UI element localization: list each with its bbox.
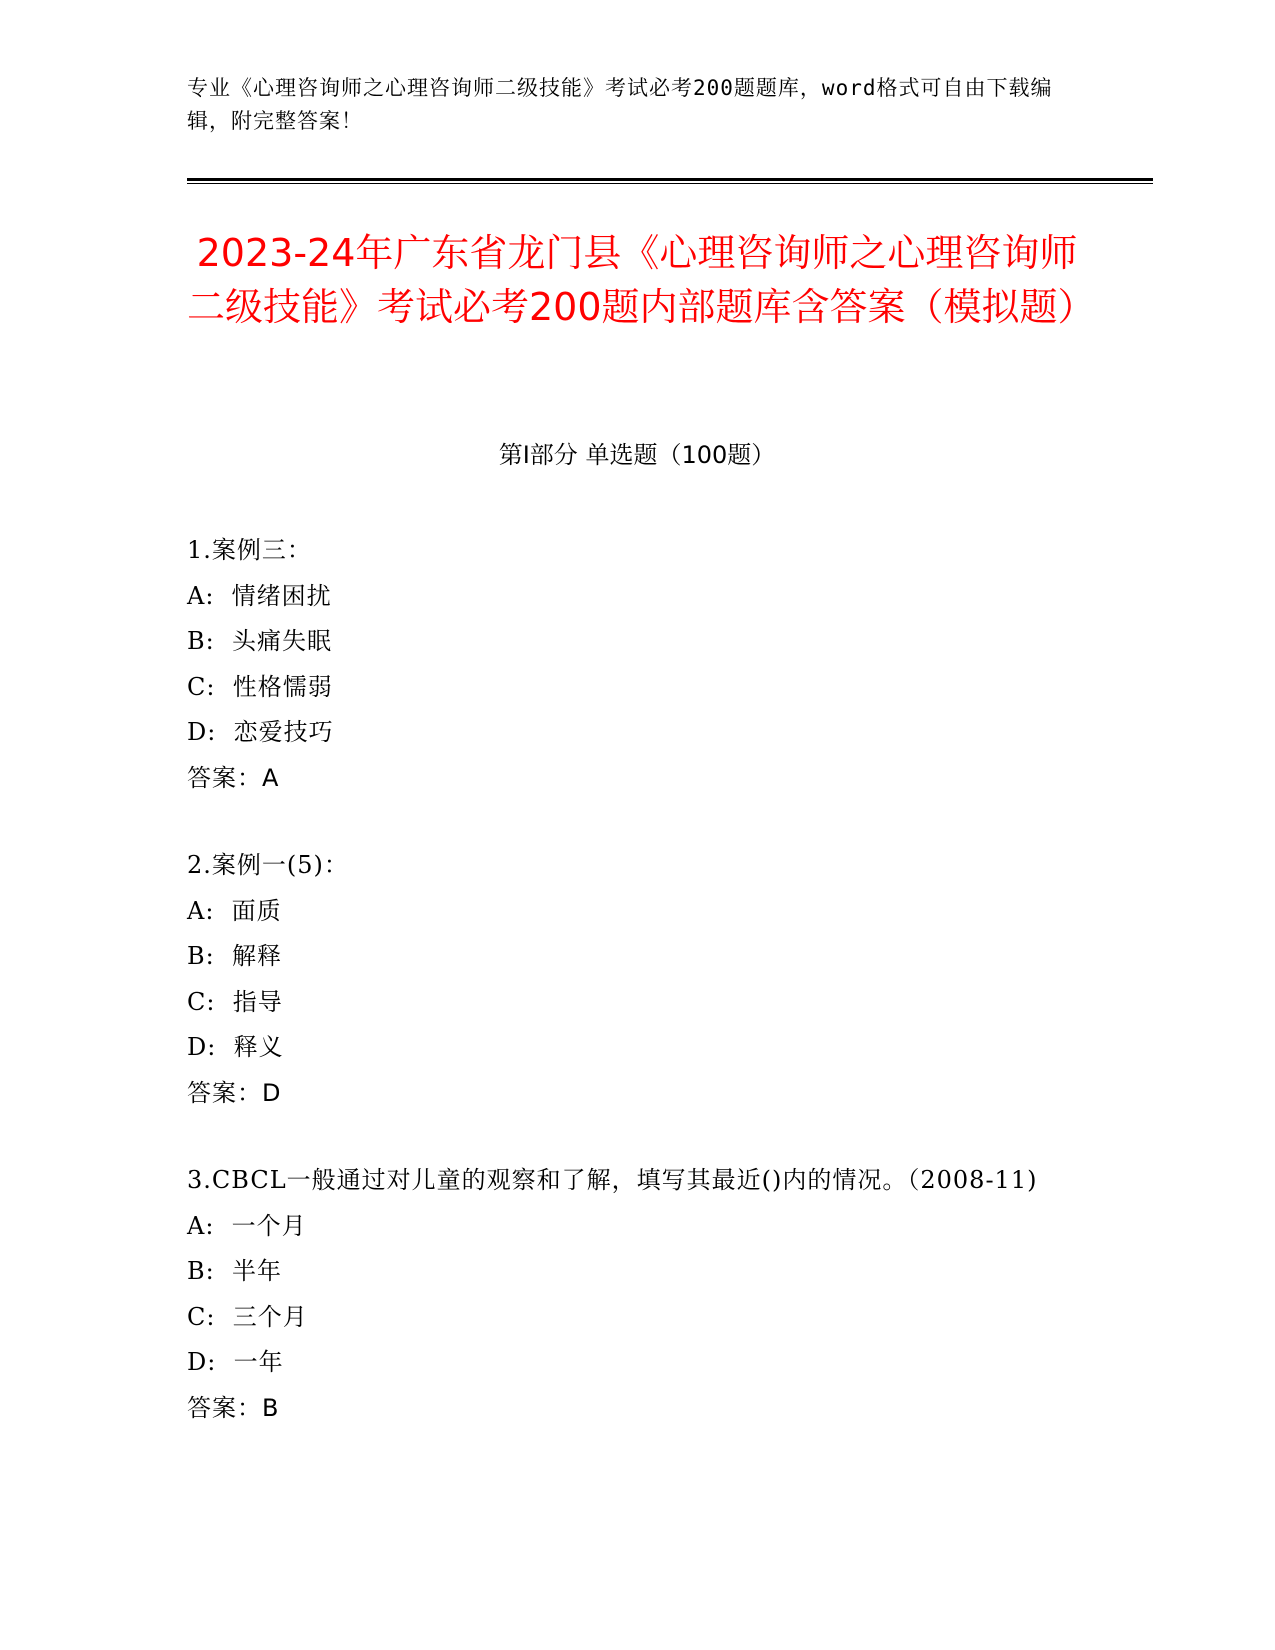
question-list: [187, 528, 1067, 1473]
question-item: [187, 1158, 1067, 1431]
option-c: C: 指导: [187, 987, 283, 1016]
question-item: [187, 528, 1067, 801]
option-c: C: 三个月: [187, 1302, 308, 1331]
question-item: [187, 843, 1067, 1116]
section-title: 第Ⅰ部分 单选题（100题）: [498, 441, 776, 469]
option-d: D: 一年: [187, 1348, 284, 1376]
answer: 答案：A: [187, 763, 280, 792]
option-a: A: 情绪困扰: [187, 581, 332, 610]
option-c: C: 性格懦弱: [187, 672, 333, 701]
option-b: B: 头痛失眠: [187, 627, 332, 655]
header-divider-thin: [187, 183, 1153, 184]
answer: 答案：D: [187, 1078, 282, 1107]
document-title: 2023-24年广东省龙门县《心理咨询师之心理咨询师二级技能》考试必考200题内部题库含答案（模拟题）: [187, 231, 1096, 329]
option-b: B: 解释: [187, 942, 282, 970]
option-a: A: 面质: [187, 896, 282, 925]
option-b: B: 半年: [187, 1257, 282, 1285]
question-stem: 2.案例一(5)：: [187, 851, 349, 879]
option-a: A: 一个月: [187, 1211, 307, 1240]
option-d: D: 恋爱技巧: [187, 718, 334, 746]
answer: 答案：B: [187, 1393, 280, 1422]
question-stem: 1.案例三：: [187, 536, 312, 564]
question-stem: 3.CBCL一般通过对儿童的观察和了解，填写其最近()内的情况。（2008-11): [187, 1166, 1038, 1194]
option-d: D: 释义: [187, 1033, 284, 1061]
intro-text: 专业《心理咨询师之心理咨询师二级技能》考试必考200题题库，word格式可自由下载编辑，附完整答案！: [187, 76, 1053, 133]
header-divider-thick: [187, 178, 1153, 181]
